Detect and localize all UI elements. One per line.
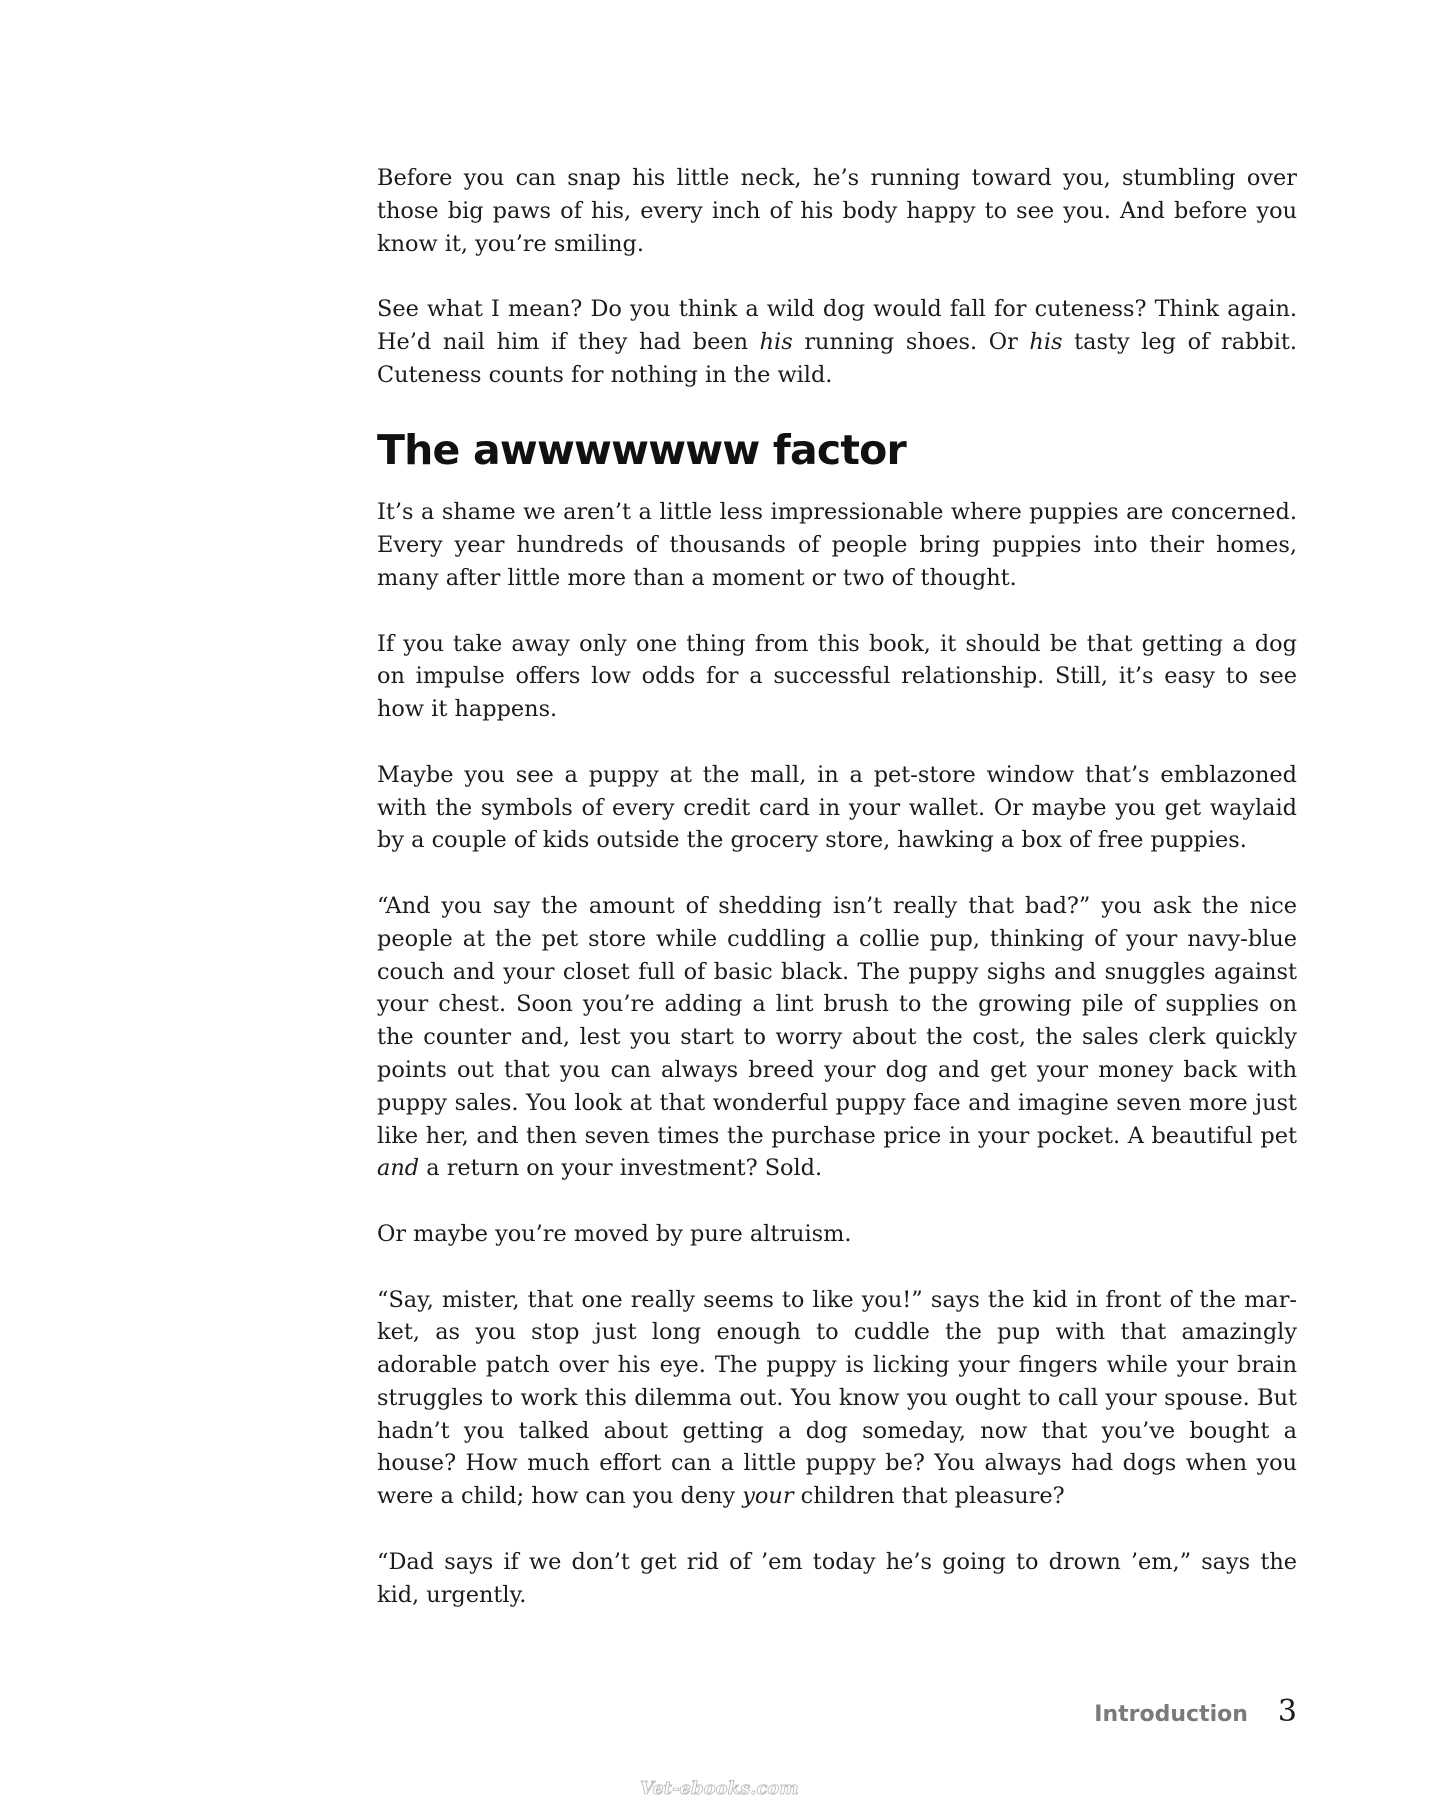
paragraph xyxy=(377,1546,1297,1612)
italic-text: and xyxy=(377,1155,420,1182)
paragraph xyxy=(377,1284,1297,1514)
text-run: children that pleasure? xyxy=(793,1483,1065,1510)
text-run: “Say, mister, that one really seems to like you!” says the kid in front of the market, as you stop just long enough to cuddle the pup with that amazingly adorable patch over his eye. The puppy is licking your fingers while your brain struggles to work this dilemma out. You know you ought to call your spouse. But hadn’t you talked about getting a dog someday, now that you’ve bought a house? How much effort can a little puppy be? You always had dogs when you were a child; how can you deny xyxy=(377,1286,1297,1510)
paragraph xyxy=(377,496,1297,594)
watermark-text: Vet-ebooks.com xyxy=(640,1778,799,1799)
paragraph xyxy=(377,890,1297,1185)
text-run: running shoes. Or xyxy=(792,328,1030,355)
paragraphs-after-heading xyxy=(377,496,1297,1611)
paragraphs-before-heading xyxy=(377,162,1297,392)
page-body xyxy=(377,162,1297,1644)
text-run: Before you can snap his little neck, he’s running toward you, stumbling over those big paws of his, every inch of his body happy to see you. And before you know it, you’re smiling. xyxy=(377,165,1297,257)
paragraph xyxy=(377,293,1297,391)
text-run: If you take away only one thing from this book, it should be that getting a dog on impulse offers low odds for a successful relationship. Still, it’s easy to see how it happens. xyxy=(377,630,1297,723)
italic-text: your xyxy=(742,1483,794,1510)
italic-text: his xyxy=(759,328,793,355)
paragraph xyxy=(377,1218,1297,1251)
watermark-logo xyxy=(640,1772,810,1802)
italic-text: his xyxy=(1029,328,1063,355)
running-footer xyxy=(1094,1694,1297,1729)
paragraph xyxy=(377,162,1297,260)
text-run: Maybe you see a puppy at the mall, in a pet-store window that’s emblazoned with the symbols of every credit card in your wallet. Or maybe you get waylaid by a couple of kids outside the grocery store, hawking a box of free puppies. xyxy=(377,761,1297,854)
text-run: a return on your investment? Sold. xyxy=(419,1155,823,1182)
footer-section-title: Introduction xyxy=(1094,1702,1248,1727)
text-run: tasty leg of rabbit. Cuteness counts for nothing in the wild. xyxy=(377,328,1297,388)
text-run: See what I mean? Do you think a wild dog would fall for cuteness? Think again. He’d nail him if they had been xyxy=(377,296,1297,355)
text-run: “Dad says if we don’t get rid of ’em today he’s going to drown ’em,” says the kid, urgently. xyxy=(377,1548,1297,1608)
page-number: 3 xyxy=(1277,1694,1297,1729)
text-run: It’s a shame we aren’t a little less impressionable where puppies are concerned. Every year hundreds of thousands of people bring puppies into their homes, many after little more than a moment or two of thought. xyxy=(377,499,1297,591)
paragraph xyxy=(377,628,1297,726)
paragraph xyxy=(377,759,1297,857)
section-heading: The awwwwwww factor xyxy=(377,426,906,475)
text-run: “And you say the amount of shedding isn’t really that bad?” you ask the nice people at the pet store while cuddling a collie pup, thinking of your navy-blue couch and your closet full of basic black. The puppy sighs and snuggles against your chest. Soon you’re adding a lint brush to the growing pile of supplies on the counter and, lest you start to worry about the cost, the sales clerk quickly points out that you can always breed your dog and get your money back with puppy sales. You look at that wonderful puppy face and imagine seven more just like her, and then seven times the purchase price in your pocket. A beautiful pet xyxy=(377,892,1297,1149)
text-run: Or maybe you’re moved by pure altruism. xyxy=(377,1220,852,1247)
